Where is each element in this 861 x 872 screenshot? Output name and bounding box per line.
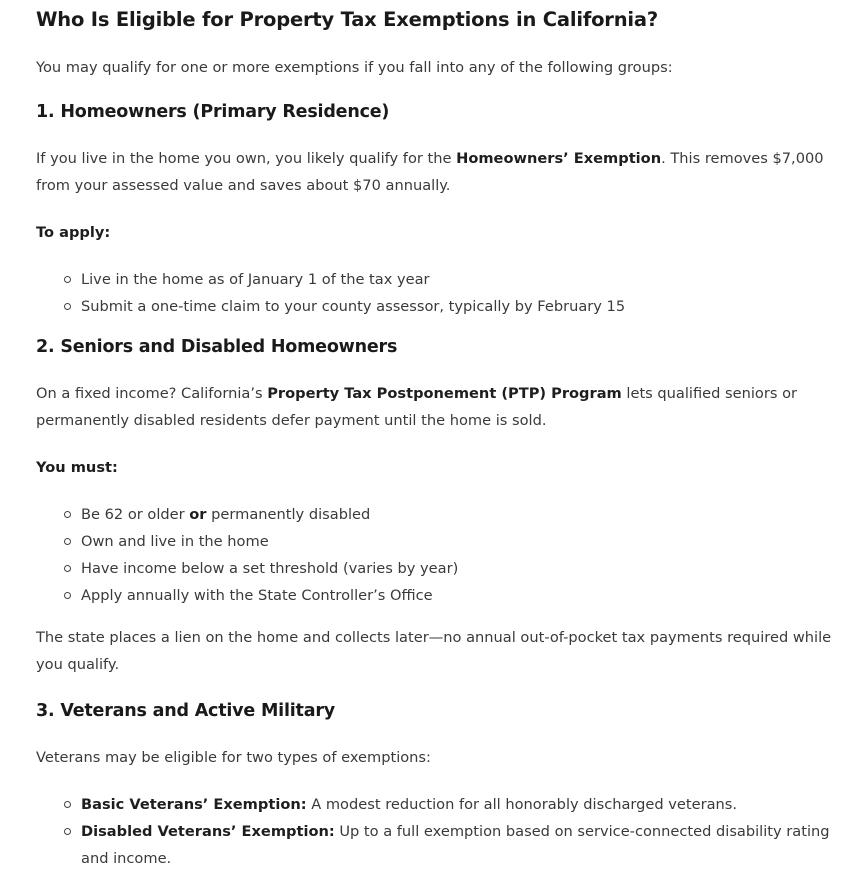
apply-label-text: To apply:: [36, 224, 111, 241]
homeowners-text-2: . This removes $7,000 from your assessed value and saves about $70 annually.: [36, 150, 824, 194]
requirements-list: [36, 501, 845, 609]
must-label: [36, 454, 845, 481]
homeowners-exemption-term: Homeowners’ Exemption: [456, 150, 662, 167]
veterans-intro: Veterans may be eligible for two types of exemptions:: [36, 749, 431, 766]
basic-veterans-term: Basic Veterans’ Exemption:: [81, 796, 307, 813]
list-item: [81, 791, 845, 818]
veterans-exemptions-list: [36, 791, 845, 872]
homeowners-paragraph: [36, 145, 845, 199]
req-text-2: permanently disabled: [206, 506, 371, 523]
page-title: Who Is Eligible for Property Tax Exemptions in California?: [36, 8, 658, 31]
disabled-veterans-text: Up to a full exemption based on service-connected disability rating and income.: [81, 823, 830, 867]
seniors-text-1: On a fixed income? California’s: [36, 385, 268, 402]
section-heading-veterans: 3. Veterans and Active Military: [36, 701, 335, 721]
seniors-text-2: lets qualified seniors or permanently disabled residents defer payment until the home is sold.: [36, 385, 798, 429]
section-heading-homeowners: 1. Homeowners (Primary Residence): [36, 102, 390, 122]
list-item: Live in the home as of January 1 of the tax year: [81, 266, 845, 293]
homeowners-text-1: If you live in the home you own, you likely qualify for the: [36, 150, 457, 167]
list-item: Apply annually with the State Controller’s Office: [81, 582, 845, 609]
list-item: [81, 501, 845, 528]
must-label-text: You must:: [36, 459, 118, 476]
lien-paragraph: The state places a lien on the home and collects later—no annual out-of-pocket tax payments required while you qualify.: [36, 629, 832, 673]
req-or: or: [189, 506, 207, 523]
apply-steps-list: [36, 266, 845, 320]
list-item: Own and live in the home: [81, 528, 845, 555]
section-heading-seniors: 2. Seniors and Disabled Homeowners: [36, 337, 398, 357]
seniors-paragraph: [36, 380, 845, 434]
apply-label: [36, 219, 845, 246]
intro-paragraph: You may qualify for one or more exemptions if you fall into any of the following groups:: [36, 59, 673, 76]
req-text-1: Be 62 or older: [81, 506, 190, 523]
list-item: Submit a one-time claim to your county assessor, typically by February 15: [81, 293, 845, 320]
disabled-veterans-term: Disabled Veterans’ Exemption:: [81, 823, 335, 840]
ptp-program-term: Property Tax Postponement (PTP) Program: [267, 385, 622, 402]
list-item: Have income below a set threshold (varies by year): [81, 555, 845, 582]
basic-veterans-text: A modest reduction for all honorably discharged veterans.: [306, 796, 738, 813]
list-item: [81, 818, 845, 872]
